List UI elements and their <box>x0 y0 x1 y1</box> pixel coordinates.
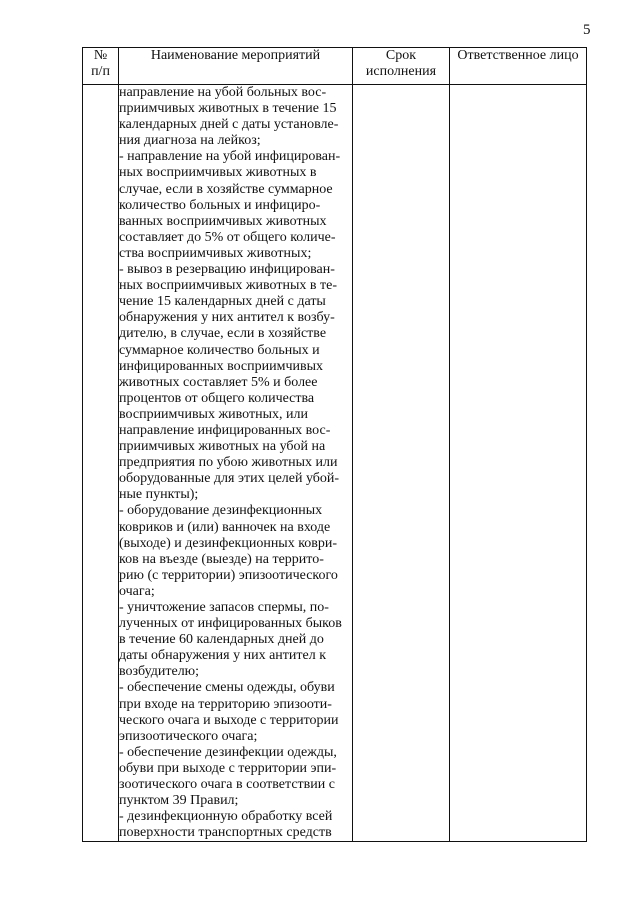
measure-line: очага; <box>119 583 155 599</box>
measure-line: в течение 60 календарных дней до <box>119 632 324 648</box>
table-row <box>83 85 587 842</box>
column-header-term-line1: Срок <box>385 48 417 63</box>
measure-line: направление на убой больных вос- <box>119 85 327 100</box>
measure-line: предприятия по убою животных или <box>119 455 338 471</box>
measure-line: - дезинфекционную обработку всей <box>119 809 333 825</box>
column-header-term-line2: исполнения <box>365 64 437 79</box>
measure-line: эпизоотического очага; <box>119 728 258 744</box>
measures-table <box>82 47 587 842</box>
measure-line: животных составляет 5% и более <box>119 374 318 390</box>
column-header-name: Наименование мероприятий <box>119 48 353 85</box>
measure-line: приимчивых животных в течение 15 <box>119 101 337 117</box>
measure-line: ных восприимчивых животных в те- <box>119 278 337 294</box>
measure-line: дителю, в случае, если в хозяйстве <box>119 326 327 342</box>
measure-line: ных восприимчивых животных в <box>119 165 317 181</box>
measure-line: лученных от инфицированных быков <box>119 616 342 632</box>
measure-line: восприимчивых животных, или <box>119 406 308 422</box>
measure-line: ния диагноза на лейкоз; <box>119 133 261 149</box>
column-header-responsible: Ответственное лицо <box>450 48 587 85</box>
measure-line: составляет до 5% от общего количе- <box>119 229 336 245</box>
measure-line: поверхности транспортных средств <box>119 825 332 841</box>
measure-line: возбудителю; <box>119 664 200 680</box>
measure-line: даты обнаружения у них антител к <box>119 648 327 664</box>
page-number: 5 <box>583 22 591 38</box>
measure-line: ства восприимчивых животных; <box>119 245 312 261</box>
row-number-cell <box>83 85 119 842</box>
measure-line: обуви при выходе с территории эпи- <box>119 760 337 776</box>
measure-line: обнаружения у них антител к возбу- <box>119 310 335 326</box>
measure-line: направление инфицированных вос- <box>119 422 331 438</box>
measure-line: зоотического очага в соответствии с <box>119 777 335 793</box>
measure-line: (выходе) и дезинфекционных коври- <box>119 535 338 551</box>
table-header-row <box>83 48 587 85</box>
measures-cell <box>119 85 353 842</box>
column-header-number <box>83 48 119 85</box>
measure-line: - обеспечение дезинфекции одежды, <box>119 744 337 760</box>
measure-line: ковриков и (или) ванночек на входе <box>119 519 331 535</box>
measure-line: календарных дней с даты установле- <box>119 117 339 133</box>
measure-line: случае, если в хозяйстве суммарное <box>119 181 333 197</box>
measure-line: ков на въезде (выезде) на террито- <box>119 551 324 567</box>
measure-line: инфицированных восприимчивых <box>119 358 324 374</box>
measures-text <box>119 85 352 841</box>
measure-line: пунктом 39 Правил; <box>119 793 239 809</box>
measure-line: - направление на убой инфицирован- <box>119 149 341 165</box>
measure-line: - оборудование дезинфекционных <box>119 503 323 519</box>
measure-line: ванных восприимчивых животных <box>119 213 327 229</box>
measure-line: чение 15 календарных дней с даты <box>119 294 326 310</box>
measure-line: при входе на территорию эпизооти- <box>119 696 332 712</box>
measure-line: рию (с территории) эпизоотического <box>119 567 338 583</box>
measure-line: - вывоз в резервацию инфицирован- <box>119 262 335 278</box>
measure-line: ные пункты); <box>119 487 199 503</box>
column-header-number-line1: № <box>93 48 108 63</box>
measure-line: количество больных и инфициро- <box>119 197 321 213</box>
measure-line: - обеспечение смены одежды, обуви <box>119 680 335 696</box>
responsible-cell <box>450 85 587 842</box>
measure-line: ческого очага и выходе с территории <box>119 712 339 728</box>
measure-line: - уничтожение запасов спермы, по- <box>119 600 329 615</box>
column-header-number-line2: п/п <box>91 64 110 79</box>
measure-line: процентов от общего количества <box>119 390 315 406</box>
term-cell <box>353 85 450 842</box>
column-header-term <box>353 48 450 85</box>
measure-line: оборудованные для этих целей убой- <box>119 471 340 487</box>
measure-line: приимчивых животных на убой на <box>119 439 326 455</box>
measure-line: суммарное количество больных и <box>119 342 320 358</box>
